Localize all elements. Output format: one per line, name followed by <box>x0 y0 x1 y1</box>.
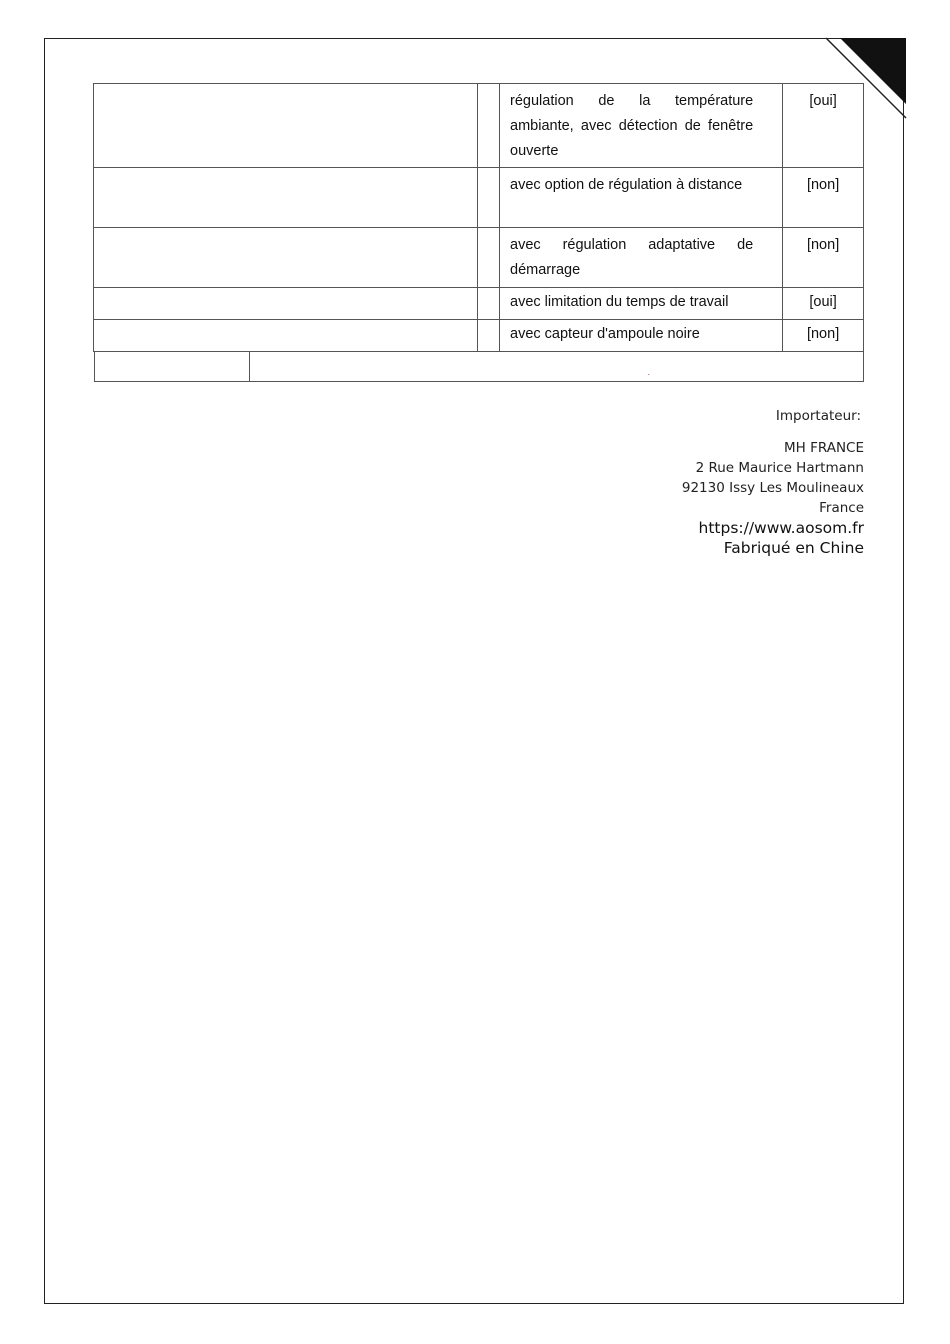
importer-street: 2 Rue Maurice Hartmann <box>695 460 864 476</box>
empty-cell <box>94 320 478 352</box>
row-description: avec limitation du temps de travail <box>500 288 783 320</box>
row-description: avec régulation adaptative de démarrage <box>500 228 783 288</box>
row-description: avec capteur d'ampoule noire <box>500 320 783 352</box>
row-value: [non] <box>783 228 864 288</box>
table-row <box>94 320 864 352</box>
row-description: régulation de la température ambiante, avec détection de fenêtre ouverte <box>500 84 783 168</box>
table-row <box>94 288 864 320</box>
empty-cell <box>94 228 478 288</box>
empty-cell <box>94 84 478 168</box>
footer-mark: . <box>647 367 651 377</box>
table-row <box>94 168 864 228</box>
row-value: [oui] <box>783 288 864 320</box>
empty-cell <box>94 168 478 228</box>
importer-block <box>682 406 864 558</box>
origin-note: Fabriqué en Chine <box>723 539 864 557</box>
website-link[interactable]: https://www.aosom.fr <box>698 519 864 537</box>
row-description: avec option de régulation à distance <box>500 168 783 228</box>
empty-cell <box>478 84 500 168</box>
row-value: [oui] <box>783 84 864 168</box>
footer-cell <box>249 352 863 382</box>
row-value: [non] <box>783 320 864 352</box>
empty-cell <box>478 288 500 320</box>
empty-cell <box>478 320 500 352</box>
table-row <box>94 228 864 288</box>
empty-cell <box>94 352 249 382</box>
importer-label: Importateur: <box>775 408 861 424</box>
empty-cell <box>478 228 500 288</box>
importer-city: 92130 Issy Les Moulineaux <box>681 480 864 496</box>
empty-cell <box>94 288 478 320</box>
importer-country: France <box>819 500 864 516</box>
specification-table <box>93 83 864 382</box>
table-footer-row <box>94 352 864 383</box>
empty-cell <box>478 168 500 228</box>
importer-company: MH FRANCE <box>784 440 864 456</box>
row-value: [non] <box>783 168 864 228</box>
table-row <box>94 84 864 168</box>
